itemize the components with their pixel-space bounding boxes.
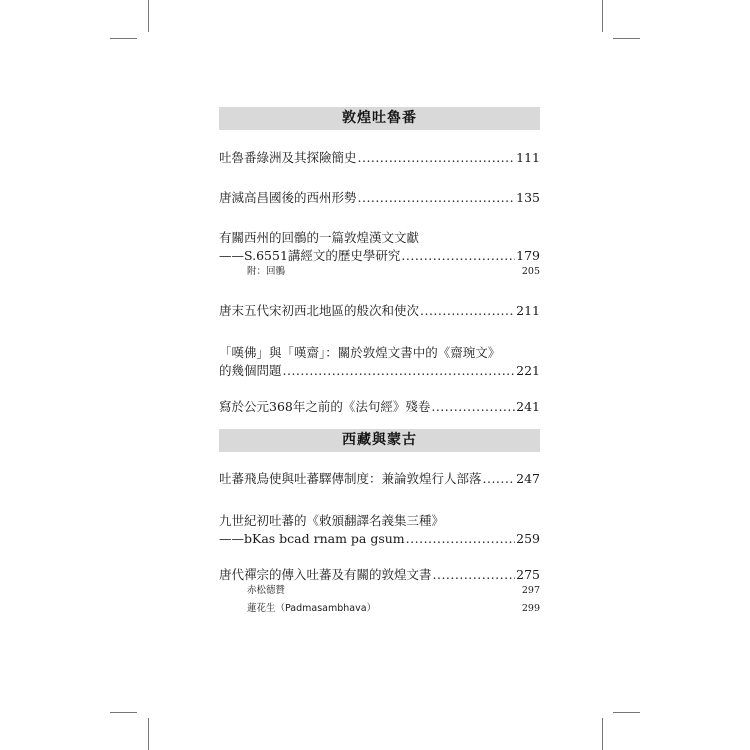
leader-dots [431,398,515,416]
leader-dots [433,566,516,584]
page-number: 211 [516,303,540,318]
sub-entry-title: 附：回鶻 [247,266,286,277]
entry-title: 九世紀初吐蕃的《敕頒翻譯名義集三種》 [219,513,445,528]
crop-mark-top-right [602,0,603,32]
toc-entry[interactable] [219,398,540,416]
page-number: 111 [516,150,540,165]
toc-entry[interactable] [219,344,540,380]
sub-entry-page: 297 [521,585,540,596]
page-number: 275 [516,567,540,582]
sub-entry-title: 赤松德贊 [247,585,286,596]
entry-title: 吐蕃飛鳥使與吐蕃驛傳制度：兼論敦煌行人部落 [219,471,482,486]
leader-dots [358,149,516,167]
page-number: 241 [516,399,540,414]
entry-title: 唐末五代宋初西北地區的般次和使次 [219,303,420,318]
crop-mark-top-left [148,0,149,32]
leader-dots [420,302,515,320]
toc-entry[interactable] [219,302,540,320]
entry-title: 寫於公元368年之前的《法句經》殘卷 [219,399,431,414]
entry-title: 唐滅高昌國後的西州形勢 [219,190,357,205]
sub-entry-page: 299 [521,603,540,614]
leader-dots [401,247,515,265]
leader-dots [406,530,515,548]
toc-entry[interactable] [219,512,540,548]
crop-mark-top-right-h [613,38,640,39]
leader-dots [283,362,516,380]
page-number: 259 [516,531,540,546]
toc-entry[interactable] [219,189,540,207]
crop-mark-bottom-right [602,718,603,750]
page-number: 247 [516,471,540,486]
page-number: 221 [516,363,540,378]
sub-entry-page: 205 [521,266,540,277]
entry-title: 「嘆佛」與「嘆齋」：關於敦煌文書中的《齋琬文》 [219,345,501,360]
crop-mark-bottom-left [148,718,149,750]
toc-entry[interactable] [219,566,540,616]
section-header: 敦煌吐魯番 [219,107,540,130]
toc-entry[interactable] [219,229,540,279]
entry-title: 有關西州的回鶻的一篇敦煌漢文文獻 [219,230,420,245]
entry-title-continued: 的幾個問題 [219,363,282,378]
sub-entry[interactable] [219,584,540,598]
page-number: 179 [516,248,540,263]
entry-subtitle: ——S.6551講經文的歷史學研究 [219,248,401,263]
sub-entry[interactable] [219,602,540,616]
toc-entry[interactable] [219,149,540,167]
crop-mark-bottom-right-h [613,712,640,713]
leader-dots [358,189,516,207]
entry-title: 吐魯番綠洲及其探險簡史 [219,150,357,165]
toc-entry[interactable] [219,470,540,488]
page-number: 135 [516,190,540,205]
sub-entry[interactable] [219,265,540,279]
crop-mark-bottom-left-h [110,712,137,713]
section-header: 西藏與蒙古 [219,429,540,452]
entry-title: 唐代禪宗的傳入吐蕃及有關的敦煌文書 [219,567,432,582]
crop-mark-top-left-h [110,38,137,39]
leader-dots [483,470,516,488]
entry-subtitle: ——bKas bcad rnam pa gsum [219,531,405,546]
sub-entry-title: 蓮花生（Padmasambhava） [247,603,377,614]
